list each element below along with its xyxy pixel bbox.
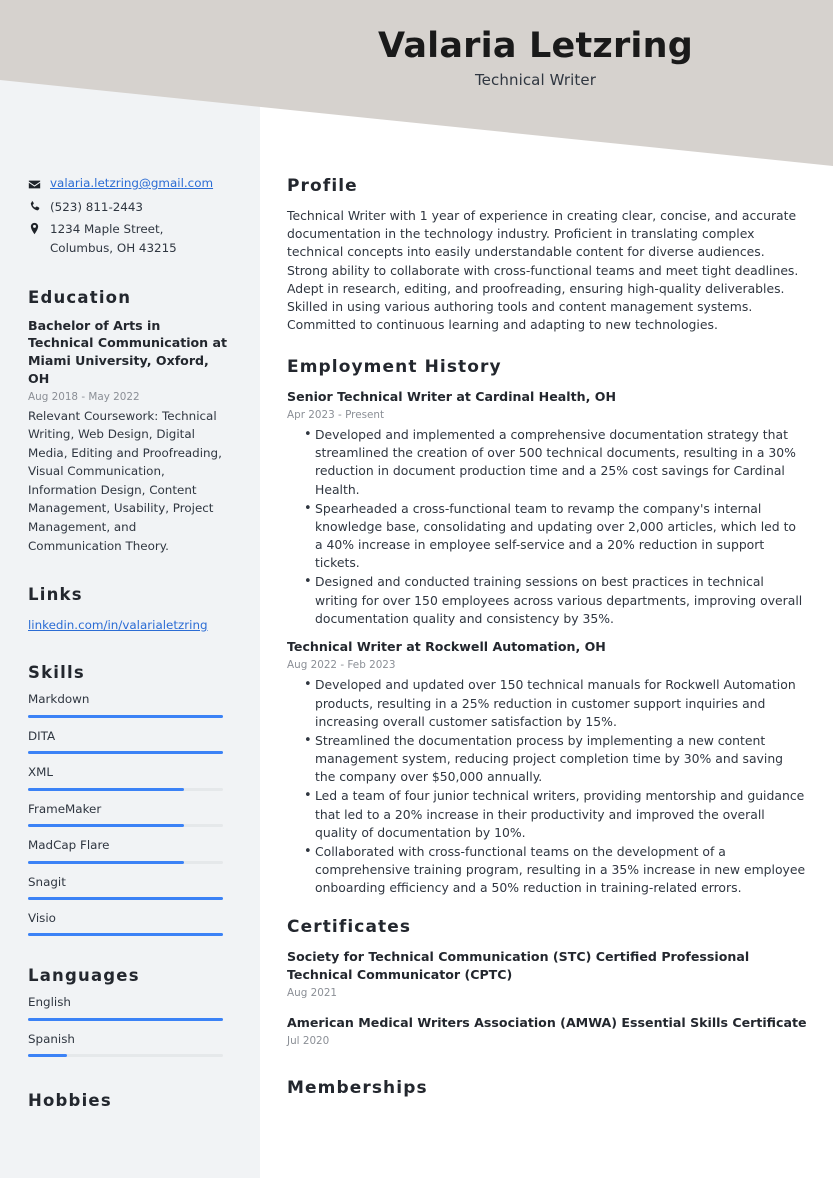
job-bullet: • Streamlined the documentation process by implementing a new content management system, reducing project completion time by 30% and saving the company over $50,000 annually. xyxy=(304,732,807,787)
language-level-bar xyxy=(28,1018,223,1021)
profile-text: Technical Writer with 1 year of experience in creating clear, concise, and accurate documentation in the technology industry. Proficient in translating complex technical concepts into easily understandable content for diverse audiences. Strong ability to collaborate with cross-functional teams and meet tight deadlines. Adept in research, editing, and proofreading, ensuring high-quality deliverables. Skilled in using various authoring tools and content management systems. Committed to continuous learning and adapting to new technologies. xyxy=(287,208,799,333)
skill-item xyxy=(28,802,230,827)
header-text-block xyxy=(378,26,693,89)
skill-level-bar xyxy=(28,788,223,791)
certificate-entry xyxy=(287,1014,807,1048)
language-item xyxy=(28,995,230,1020)
education-section xyxy=(28,288,230,556)
education-heading: Education xyxy=(28,287,132,307)
contact-row xyxy=(28,198,230,218)
phone-icon xyxy=(28,198,50,213)
skill-item xyxy=(28,911,230,936)
profile-heading: Profile xyxy=(287,176,358,196)
job-bullet: • Led a team of four junior technical writers, providing mentorship and guidance that led to a 20% increase in their productivity and improved the overall quality of documentation by 10%. xyxy=(304,787,807,842)
employment-heading: Employment History xyxy=(287,356,502,377)
skill-level-bar xyxy=(28,933,223,936)
skill-level-bar xyxy=(28,897,223,900)
job-entry xyxy=(287,638,807,898)
job-entry xyxy=(287,388,807,628)
skill-level-fill xyxy=(28,715,223,718)
skill-level-bar xyxy=(28,824,223,827)
skill-item xyxy=(28,875,230,900)
languages-heading: Languages xyxy=(28,966,140,986)
memberships-section xyxy=(287,1078,807,1098)
language-label: English xyxy=(28,995,71,1010)
language-label: Spanish xyxy=(28,1031,75,1046)
job-title: Senior Technical Writer at Cardinal Health, OH xyxy=(287,388,616,404)
education-description: Relevant Coursework: Technical Writing, Web Design, Digital Media, Editing and Proofreading, Visual Communication, Information Design, Content Management, Usability, Project Management, and Communication Theory. xyxy=(28,408,222,553)
contact-value: 1234 Maple Street, Columbus, OH 43215 xyxy=(50,222,177,255)
hobbies-heading: Hobbies xyxy=(28,1091,112,1111)
contact-row[interactable] xyxy=(28,176,230,196)
profile-section xyxy=(287,176,807,335)
links-list xyxy=(28,614,230,633)
skill-level-fill xyxy=(28,897,223,900)
skill-level-fill xyxy=(28,933,223,936)
job-bullets xyxy=(287,676,807,897)
job-bullet: • Collaborated with cross-functional teams on the development of a comprehensive training program, resulting in a 35% increase in new employee onboarding efficiency and a 50% reduction in training-related errors. xyxy=(304,843,807,898)
skill-label: Snagit xyxy=(28,874,66,889)
education-date: Aug 2018 - May 2022 xyxy=(28,391,140,404)
skill-level-bar xyxy=(28,715,223,718)
sidebar-content xyxy=(0,0,260,1120)
candidate-name: Valaria Letzring xyxy=(377,26,693,66)
location-pin-icon xyxy=(28,220,50,235)
languages-list xyxy=(28,995,230,1057)
job-bullet: • Developed and implemented a comprehensive documentation strategy that streamlined the creation of over 500 technical documents, resulting in a 30% reduction in document production time and a 25% cost savings for Cardinal Health. xyxy=(304,426,807,499)
job-date: Apr 2023 - Present xyxy=(287,408,385,421)
certificates-section xyxy=(287,917,807,1048)
contact-value: (523) 811-2443 xyxy=(50,200,144,214)
job-title: Technical Writer at Rockwell Automation, OH xyxy=(287,638,606,654)
candidate-job-title: Technical Writer xyxy=(474,71,596,90)
certificate-date: Aug 2021 xyxy=(287,987,338,1000)
certificate-title: Society for Technical Communication (STC) Certified Professional Technical Communicator (CPTC) xyxy=(287,949,750,983)
skill-label: FrameMaker xyxy=(28,801,102,816)
link-item[interactable]: linkedin.com/in/valarialetzring xyxy=(28,618,208,633)
hobbies-section xyxy=(28,1091,230,1110)
language-item xyxy=(28,1032,230,1057)
contact-section xyxy=(28,176,230,258)
language-level-fill xyxy=(28,1054,67,1057)
certificate-date: Jul 2020 xyxy=(287,1034,330,1047)
main-content xyxy=(287,0,807,1109)
skills-section xyxy=(28,663,230,936)
skill-level-fill xyxy=(28,751,223,754)
skills-heading: Skills xyxy=(28,663,85,683)
skill-label: XML xyxy=(28,765,54,780)
skill-label: Visio xyxy=(28,910,56,925)
job-bullet: • Spearheaded a cross-functional team to revamp the company's internal knowledge base, consolidating and updating over 2,000 articles, which led to a 40% increase in employee self-service and a 20% reduction in support tickets. xyxy=(304,500,807,573)
contact-row xyxy=(28,220,230,258)
job-bullets xyxy=(287,426,807,628)
skill-label: MadCap Flare xyxy=(28,838,110,853)
links-section xyxy=(28,585,230,633)
certificates-heading: Certificates xyxy=(287,917,412,938)
language-level-fill xyxy=(28,1018,223,1021)
certificate-title: American Medical Writers Association (AMWA) Essential Skills Certificate xyxy=(287,1014,807,1030)
skills-list xyxy=(28,692,230,936)
links-heading: Links xyxy=(28,585,83,605)
skill-item xyxy=(28,838,230,863)
skill-item xyxy=(28,729,230,754)
languages-section xyxy=(28,966,230,1057)
skill-level-fill xyxy=(28,861,184,864)
skill-level-bar xyxy=(28,751,223,754)
language-level-bar xyxy=(28,1054,223,1057)
contact-email-link[interactable]: valaria.letzring@gmail.com xyxy=(50,176,214,190)
envelope-icon xyxy=(28,176,50,191)
jobs-list xyxy=(287,388,807,898)
skill-label: DITA xyxy=(28,728,56,743)
skill-level-bar xyxy=(28,861,223,864)
skill-item xyxy=(28,765,230,790)
certificates-list xyxy=(287,948,807,1048)
education-degree: Bachelor of Arts in Technical Communication at Miami University, Oxford, OH xyxy=(28,317,228,387)
memberships-heading: Memberships xyxy=(287,1078,428,1099)
employment-section xyxy=(287,357,807,898)
job-date: Aug 2022 - Feb 2023 xyxy=(287,658,396,671)
certificate-entry xyxy=(287,948,807,1000)
skill-level-fill xyxy=(28,788,184,791)
job-bullet: • Designed and conducted training sessions on best practices in technical writing for over 150 employees across various departments, improving overall documentation quality and consistency by 35%. xyxy=(304,573,807,628)
skill-item xyxy=(28,692,230,717)
skill-level-fill xyxy=(28,824,184,827)
job-bullet: • Developed and updated over 150 technical manuals for Rockwell Automation products, resulting in a 25% reduction in customer support inquiries and increasing overall customer satisfaction by 15%. xyxy=(304,676,807,731)
skill-label: Markdown xyxy=(28,692,90,707)
